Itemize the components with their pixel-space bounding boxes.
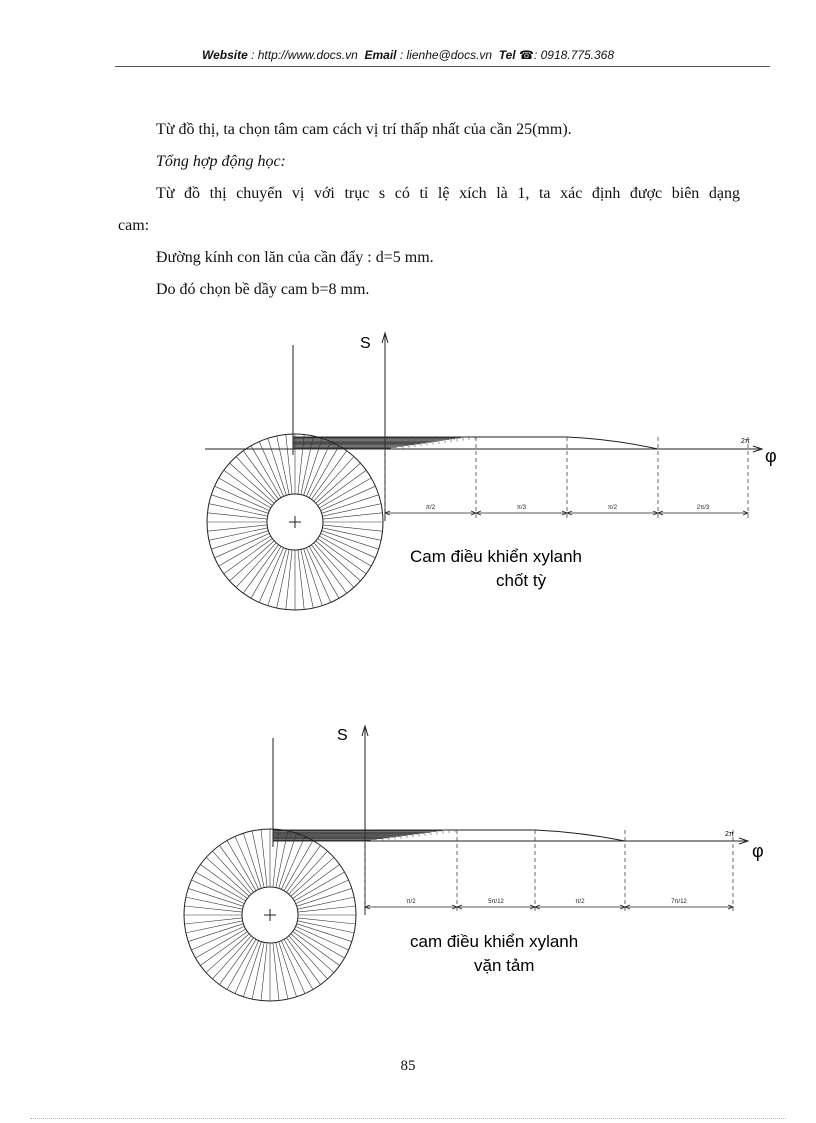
cam-radial-line [323,513,383,519]
figure-title-line-1: cam điều khiển xylanh [410,932,579,951]
cam-radial-line [286,845,320,892]
cam-radial-line [293,864,340,898]
tel-label: Tel [498,48,516,62]
segment-label: π/2 [406,899,416,905]
tel-value: : 0918.775.368 [533,48,615,62]
paragraph-3-line-2: cam: [118,217,150,234]
cam-radial-line [184,906,242,912]
cam-radial-line [273,943,279,1001]
cam-radial-line [243,545,278,594]
cam-radial-line [298,434,304,494]
phone-icon: ☎ [519,48,534,62]
figure-title-line-2: vặn tảm [474,956,535,975]
displacement-curve [457,830,625,841]
segment-label: π/2 [607,505,618,511]
cam-radial-line [207,525,267,531]
cam-radial-line [261,943,267,1001]
cam-radial-line [224,470,273,505]
figure-title-line-1: Cam điều khiển xylanh [410,547,582,566]
cam-radial-line [298,918,356,924]
page-number: 85 [400,1058,416,1074]
two-pi-label: 2π [741,438,750,445]
cam-radial-line [261,829,267,887]
cam-radial-line [219,845,253,892]
cam-radial-line [311,545,346,594]
footer-divider [30,1118,786,1119]
cam-radial-line [200,931,247,965]
axis-s-label: S [360,335,371,352]
figure-cam-van-tam [184,726,764,1001]
cam-radial-line [200,864,247,898]
segment-label: π/2 [575,899,585,905]
cam-radial-line [318,470,367,505]
paragraph-3-line-1: Từ đồ thị chuyển vị với trục s có tỉ lệ xích là 1, ta xác định được biên dạng [156,185,740,202]
cam-radial-line [184,918,242,924]
axis-phi-label: φ [765,446,777,466]
cam-radial-line [286,434,292,494]
cam-radial-line [243,451,278,500]
cam-radial-line [219,938,253,985]
section-heading: Tổng hợp động học: [156,153,286,170]
axis-s-label: S [337,727,348,744]
cam-radial-line [286,550,292,610]
cam-radial-line [293,931,340,965]
figure-title-line-2: chốt tỳ [496,571,547,590]
two-pi-label: 2π [725,831,734,838]
segment-label: 5π/12 [488,899,504,905]
cam-radial-line [318,538,367,573]
email-value: : lienhe@docs.vn [399,48,493,62]
cam-radial-line [207,513,267,519]
cam-radial-line [298,906,356,912]
cam-radial-line [311,451,346,500]
cam-radial-line [323,525,383,531]
cam-radial-line [286,938,320,985]
cam-radial-line [224,538,273,573]
segment-label: π/2 [425,505,436,511]
axis-phi-label: φ [752,841,764,861]
cam-radial-line [298,550,304,610]
website-value: : http://www.docs.vn [251,48,358,62]
segment-label: 2π/3 [696,505,710,511]
paragraph-1: Từ đồ thị, ta chọn tâm cam cách vị trí thấp nhất của cần 25(mm). [156,121,572,138]
paragraph-4: Đường kính con lăn của cần đẩy : d=5 mm. [156,249,434,266]
website-label: Website [201,48,248,62]
figure-cam-chot-ty [205,333,777,610]
paragraph-5: Do đó chọn bề dầy cam b=8 mm. [156,281,370,298]
email-label: Email [364,48,397,62]
segment-label: π/3 [516,505,527,511]
segment-label: 7π/12 [671,899,687,905]
